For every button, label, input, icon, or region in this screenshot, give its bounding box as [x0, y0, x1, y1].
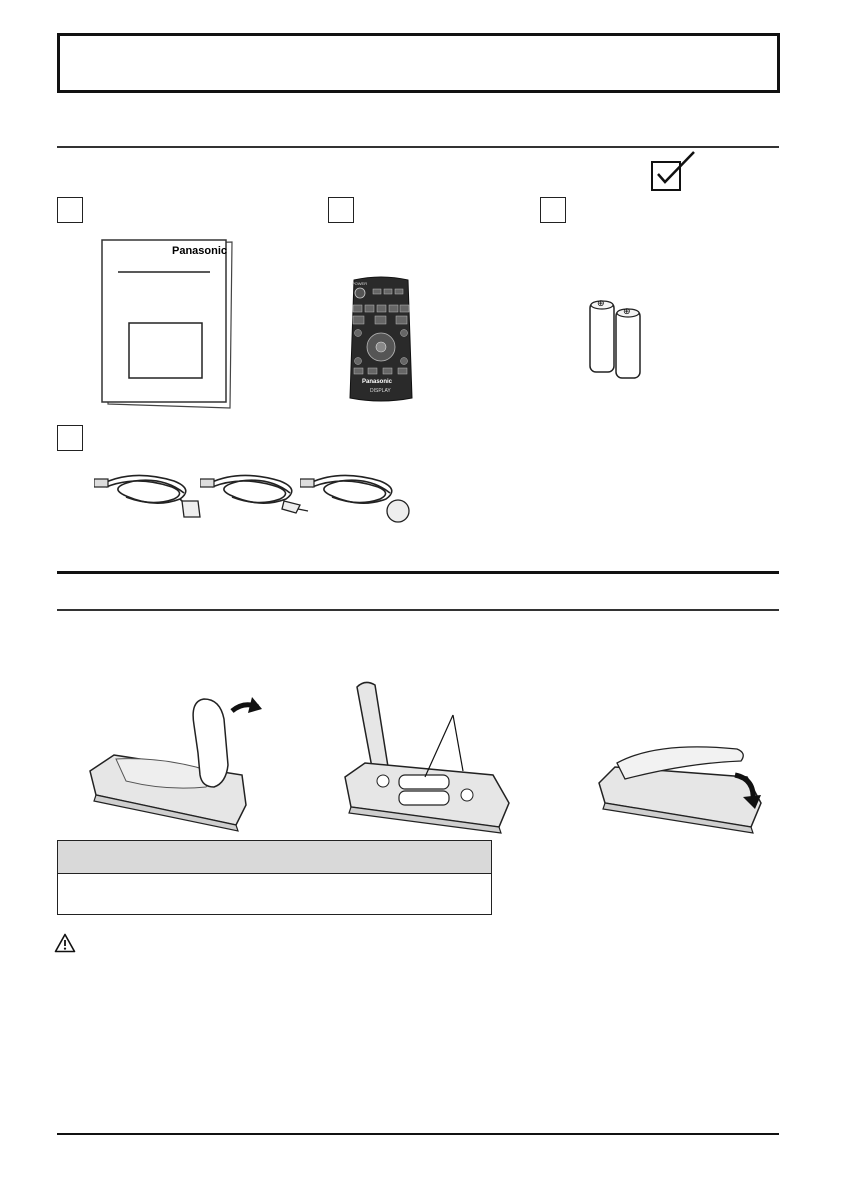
footer-rule — [57, 1133, 779, 1135]
note-box — [57, 840, 492, 915]
operating-instructions-illustration — [98, 238, 238, 410]
remote-power-label: POWER — [352, 281, 368, 286]
insert-batteries-illustration — [343, 677, 515, 835]
item-number-box-3 — [540, 197, 566, 223]
battery-plus-mark-1: ⊕ — [597, 298, 605, 308]
remote-brand-label: Panasonic — [362, 379, 393, 385]
item-number-box-4 — [57, 425, 83, 451]
section-rule-heavy — [57, 571, 779, 574]
open-cover-illustration — [86, 695, 262, 835]
ac-cord-illustration-2 — [200, 465, 310, 521]
warning-icon — [54, 933, 76, 953]
battery-plus-mark-2: ⊕ — [623, 306, 631, 316]
ac-cord-illustration-1 — [94, 465, 204, 521]
check-icon — [650, 150, 698, 192]
item-number-box-1 — [57, 197, 83, 223]
manual-brand-label: Panasonic — [172, 245, 228, 257]
batteries-illustration — [586, 296, 646, 380]
note-header — [58, 841, 491, 874]
section-rule-accessories — [57, 146, 779, 148]
section-rule-batteries — [57, 609, 779, 611]
remote-display-label: DISPLAY — [370, 388, 391, 394]
ac-cord-illustration-3 — [300, 465, 412, 525]
page-title-box — [57, 33, 780, 93]
item-number-box-2 — [328, 197, 354, 223]
close-cover-illustration — [597, 723, 767, 835]
